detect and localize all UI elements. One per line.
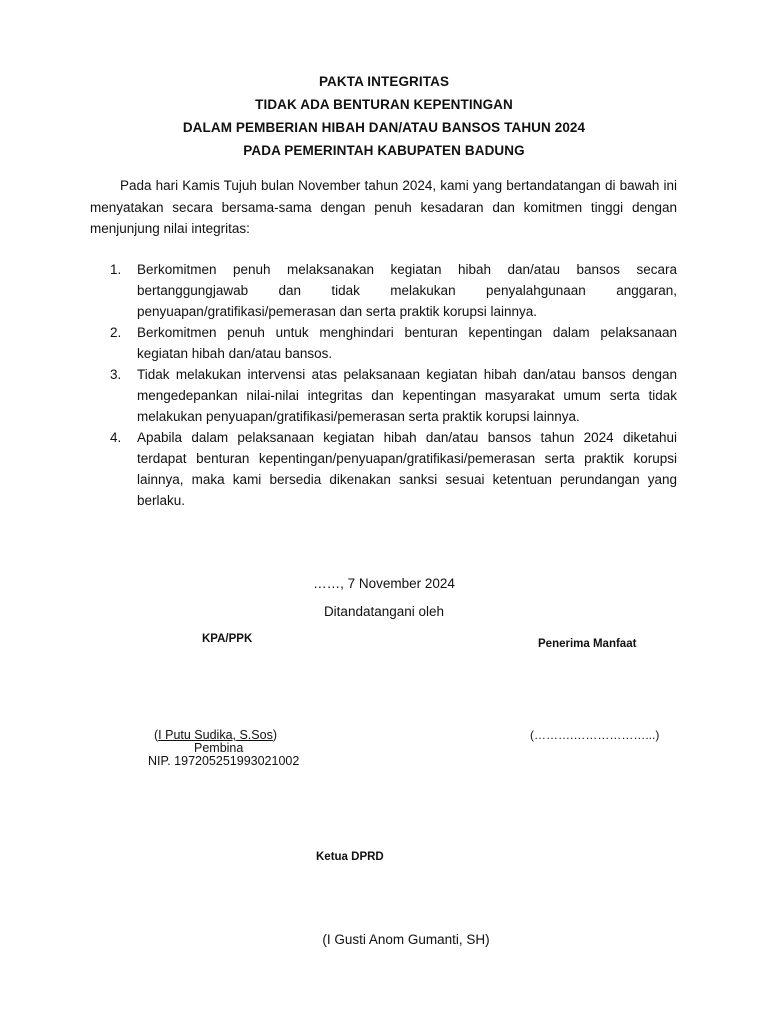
list-item-number: 2. [110,325,122,340]
list-item-number: 3. [110,367,122,382]
signed-by-label: Ditandatangani oleh [323,604,445,619]
kpa-name-text: I Putu Sudika, S.Sos [158,728,273,742]
recipient-signature-blank: (……….………………...) [530,728,660,742]
list-item [90,427,677,511]
paren-open: ( [154,728,159,742]
kpa-rank: Pembina [194,741,244,755]
title-line-2: TIDAK ADA BENTURAN KEPENTINGAN [255,97,513,112]
commitment-list [90,259,677,511]
kpa-nip: NIP. 197205251993021002 [148,754,300,768]
list-item [90,322,677,364]
title-line-3: DALAM PEMBERIAN HIBAH DAN/ATAU BANSOS TAHUN 2024 [182,120,586,135]
dprd-chair-name: (I Gusti Anom Gumanti, SH) [322,932,490,947]
dprd-chair-label: Ketua DPRD [316,851,384,863]
intro-paragraph: Pada hari Kamis Tujuh bulan November tahun 2024, kami yang bertandatangan di bawah ini menyatakan secara bersama-sama dengan penuh kesadaran dan komitmen tinggi dengan menjunjung nilai integritas: [90,178,677,236]
kpa-signatory-name [154,728,277,742]
title-line-1: PAKTA INTEGRITAS [318,74,450,89]
list-item-text: Tidak melakukan intervensi atas pelaksanaan kegiatan hibah dan/atau bansos dengan mengedepankan nilai-nilai integritas dan kepentingan masyarakat umum serta tidak melakukan penyuapan/gratifikasi/pemerasan serta praktik korupsi lainnya. [137,367,677,424]
title-line-4: PADA PEMERINTAH KABUPATEN BADUNG [243,143,525,158]
list-item-text: Apabila dalam pelaksanaan kegiatan hibah dan/atau bansos tahun 2024 diketahui terdapat benturan kepentingan/penyuapan/gratifikasi/pemerasan serta praktik korupsi lainnya, maka kami bersedia dikenakan sanksi sesuai ketentuan perundangan yang berlaku. [137,430,677,508]
kpa-ppk-label: KPA/PPK [202,633,253,645]
paren-close: ) [272,728,277,742]
list-item-number: 4. [110,430,122,445]
list-item [90,364,677,427]
place-date: ……, 7 November 2024 [313,576,455,591]
recipient-label: Penerima Manfaat [538,638,637,650]
list-item-text: Berkomitmen penuh melaksanakan kegiatan hibah dan/atau bansos secara bertanggungjawab dan tidak melakukan penyalahgunaan anggaran, penyuapan/gratifikasi/pemerasan dan serta praktik korupsi lainnya. [137,262,677,319]
list-item-number: 1. [110,262,122,277]
document-title-block [0,70,768,162]
list-item-text: Berkomitmen penuh untuk menghindari benturan kepentingan dalam pelaksanaan kegiatan hibah dan/atau bansos. [137,325,677,361]
list-item [90,259,677,322]
